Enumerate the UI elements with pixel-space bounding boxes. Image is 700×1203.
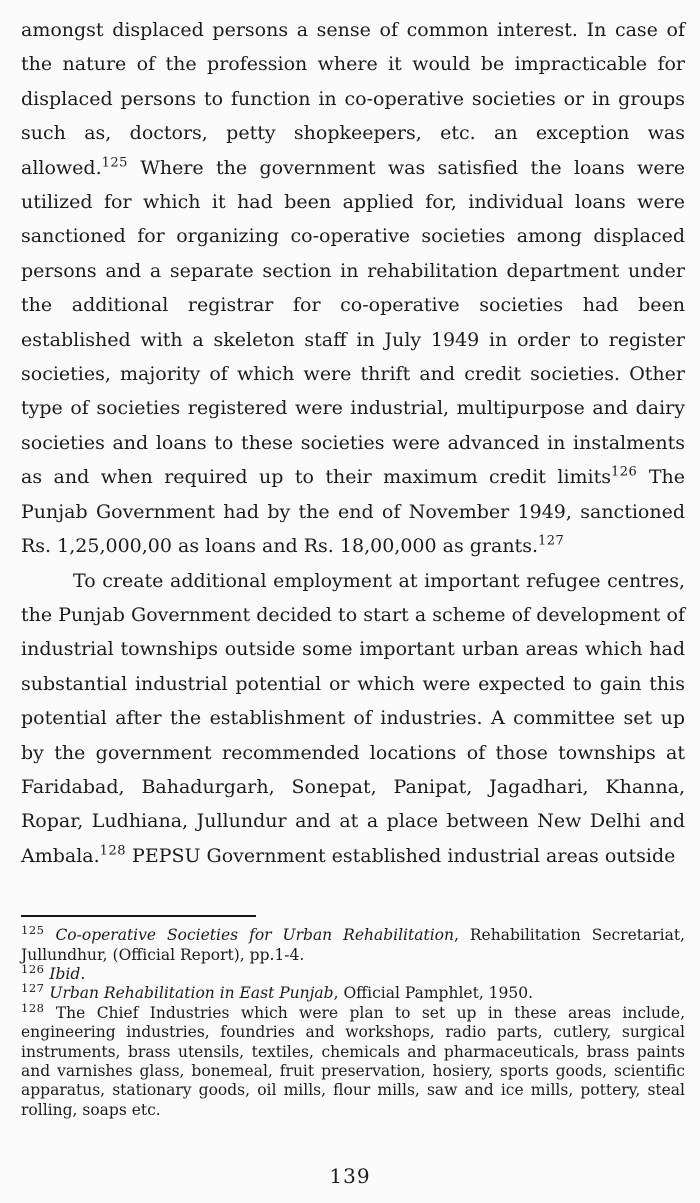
footnote-126 <box>21 961 685 984</box>
footnote-ref-128: 128 <box>99 843 126 859</box>
footnote-127-marker: 127 <box>21 981 45 996</box>
paragraph-2 <box>21 564 685 874</box>
footnote-separator-rule <box>21 915 256 917</box>
footnote-127 <box>21 981 685 1003</box>
paragraph-2-text-b: PEPSU Government established industrial areas outside <box>126 844 676 867</box>
footnote-125 <box>21 923 685 965</box>
footnote-ref-127: 127 <box>537 533 565 549</box>
footnote-127-text: , Official Pamphlet, 1950. <box>333 984 534 1003</box>
paragraph-1 <box>21 13 685 564</box>
footnote-128-text: The Chief Industries which were plan to set up in these areas include, engineering industries, foundries and workshops, radio parts, cutlery, surgical instruments, brass utensils, textiles, chemicals and pharmaceuticals, brass paints and varnishes glass, bonemeal, fruit preservation, hosiery, sports goods, scientific apparatus, stationary goods, oil mills, flour mills, saw and ice mills, pottery, steal rolling, soaps etc. <box>21 1003 685 1119</box>
paragraph-1-text-a: amongst displaced persons a sense of common interest. In case of the nature of the profession where it would be impracticable for displaced persons to function in co-operative societies or in groups such as, doctors, petty shopkeepers, etc. an exception was allowed. <box>21 19 685 179</box>
footnote-125-title: Co-operative Societies for Urban Rehabilitation <box>55 926 454 945</box>
footnote-ref-125: 125 <box>101 155 128 171</box>
footnote-127-title: Urban Rehabilitation in East Punjab <box>49 984 334 1003</box>
paragraph-2-text-a: To create additional employment at important refugee centres, the Punjab Government decided to start a scheme of development of industrial townships outside some important urban areas which had substantial industrial potential or which were expected to gain this potential after the establishment of industries. A committee set up by the government recommended locations of those townships at Faridabad, Bahadurgarh, Sonepat, Panipat, Jagadhari, Khanna, Ropar, Ludhiana, Jullundur and at a place between New Delhi and Ambala. <box>21 569 685 867</box>
footnote-125-marker: 125 <box>21 923 45 937</box>
paragraph-1-text-b: Where the government was satisfied the loans were utilized for which it had been applied for, individual loans were sanctioned for organizing co-operative societies among displaced persons and a separate section in rehabilitation department under the additional registrar for co-operative societies had been established with a skeleton staff in July 1949 in order to register societies, majority of which were thrift and credit societies. Other type of societies registered were industrial, multipurpose and dairy societies and loans to these societies were advanced in instalments as and when required up to their maximum credit limits <box>21 156 685 489</box>
page-number: 139 <box>329 1164 371 1188</box>
footnote-126-marker: 126 <box>21 961 45 976</box>
footnote-128-marker: 128 <box>21 1000 45 1015</box>
footnotes-section <box>21 923 685 1120</box>
body-text <box>21 13 685 873</box>
footnote-126-title: Ibid. <box>49 964 86 983</box>
paragraph-1-text-c: The Punjab Government had by the end of November 1949, sanctioned Rs. 1,25,000,00 as loans and Rs. 18,00,000 as grants. <box>21 466 685 558</box>
footnote-128 <box>21 1000 685 1120</box>
footnote-ref-126: 126 <box>611 464 638 480</box>
footnote-125-text: , Rehabilitation Secretariat, Jullundhur, (Official Report), pp.1-4. <box>21 926 685 964</box>
